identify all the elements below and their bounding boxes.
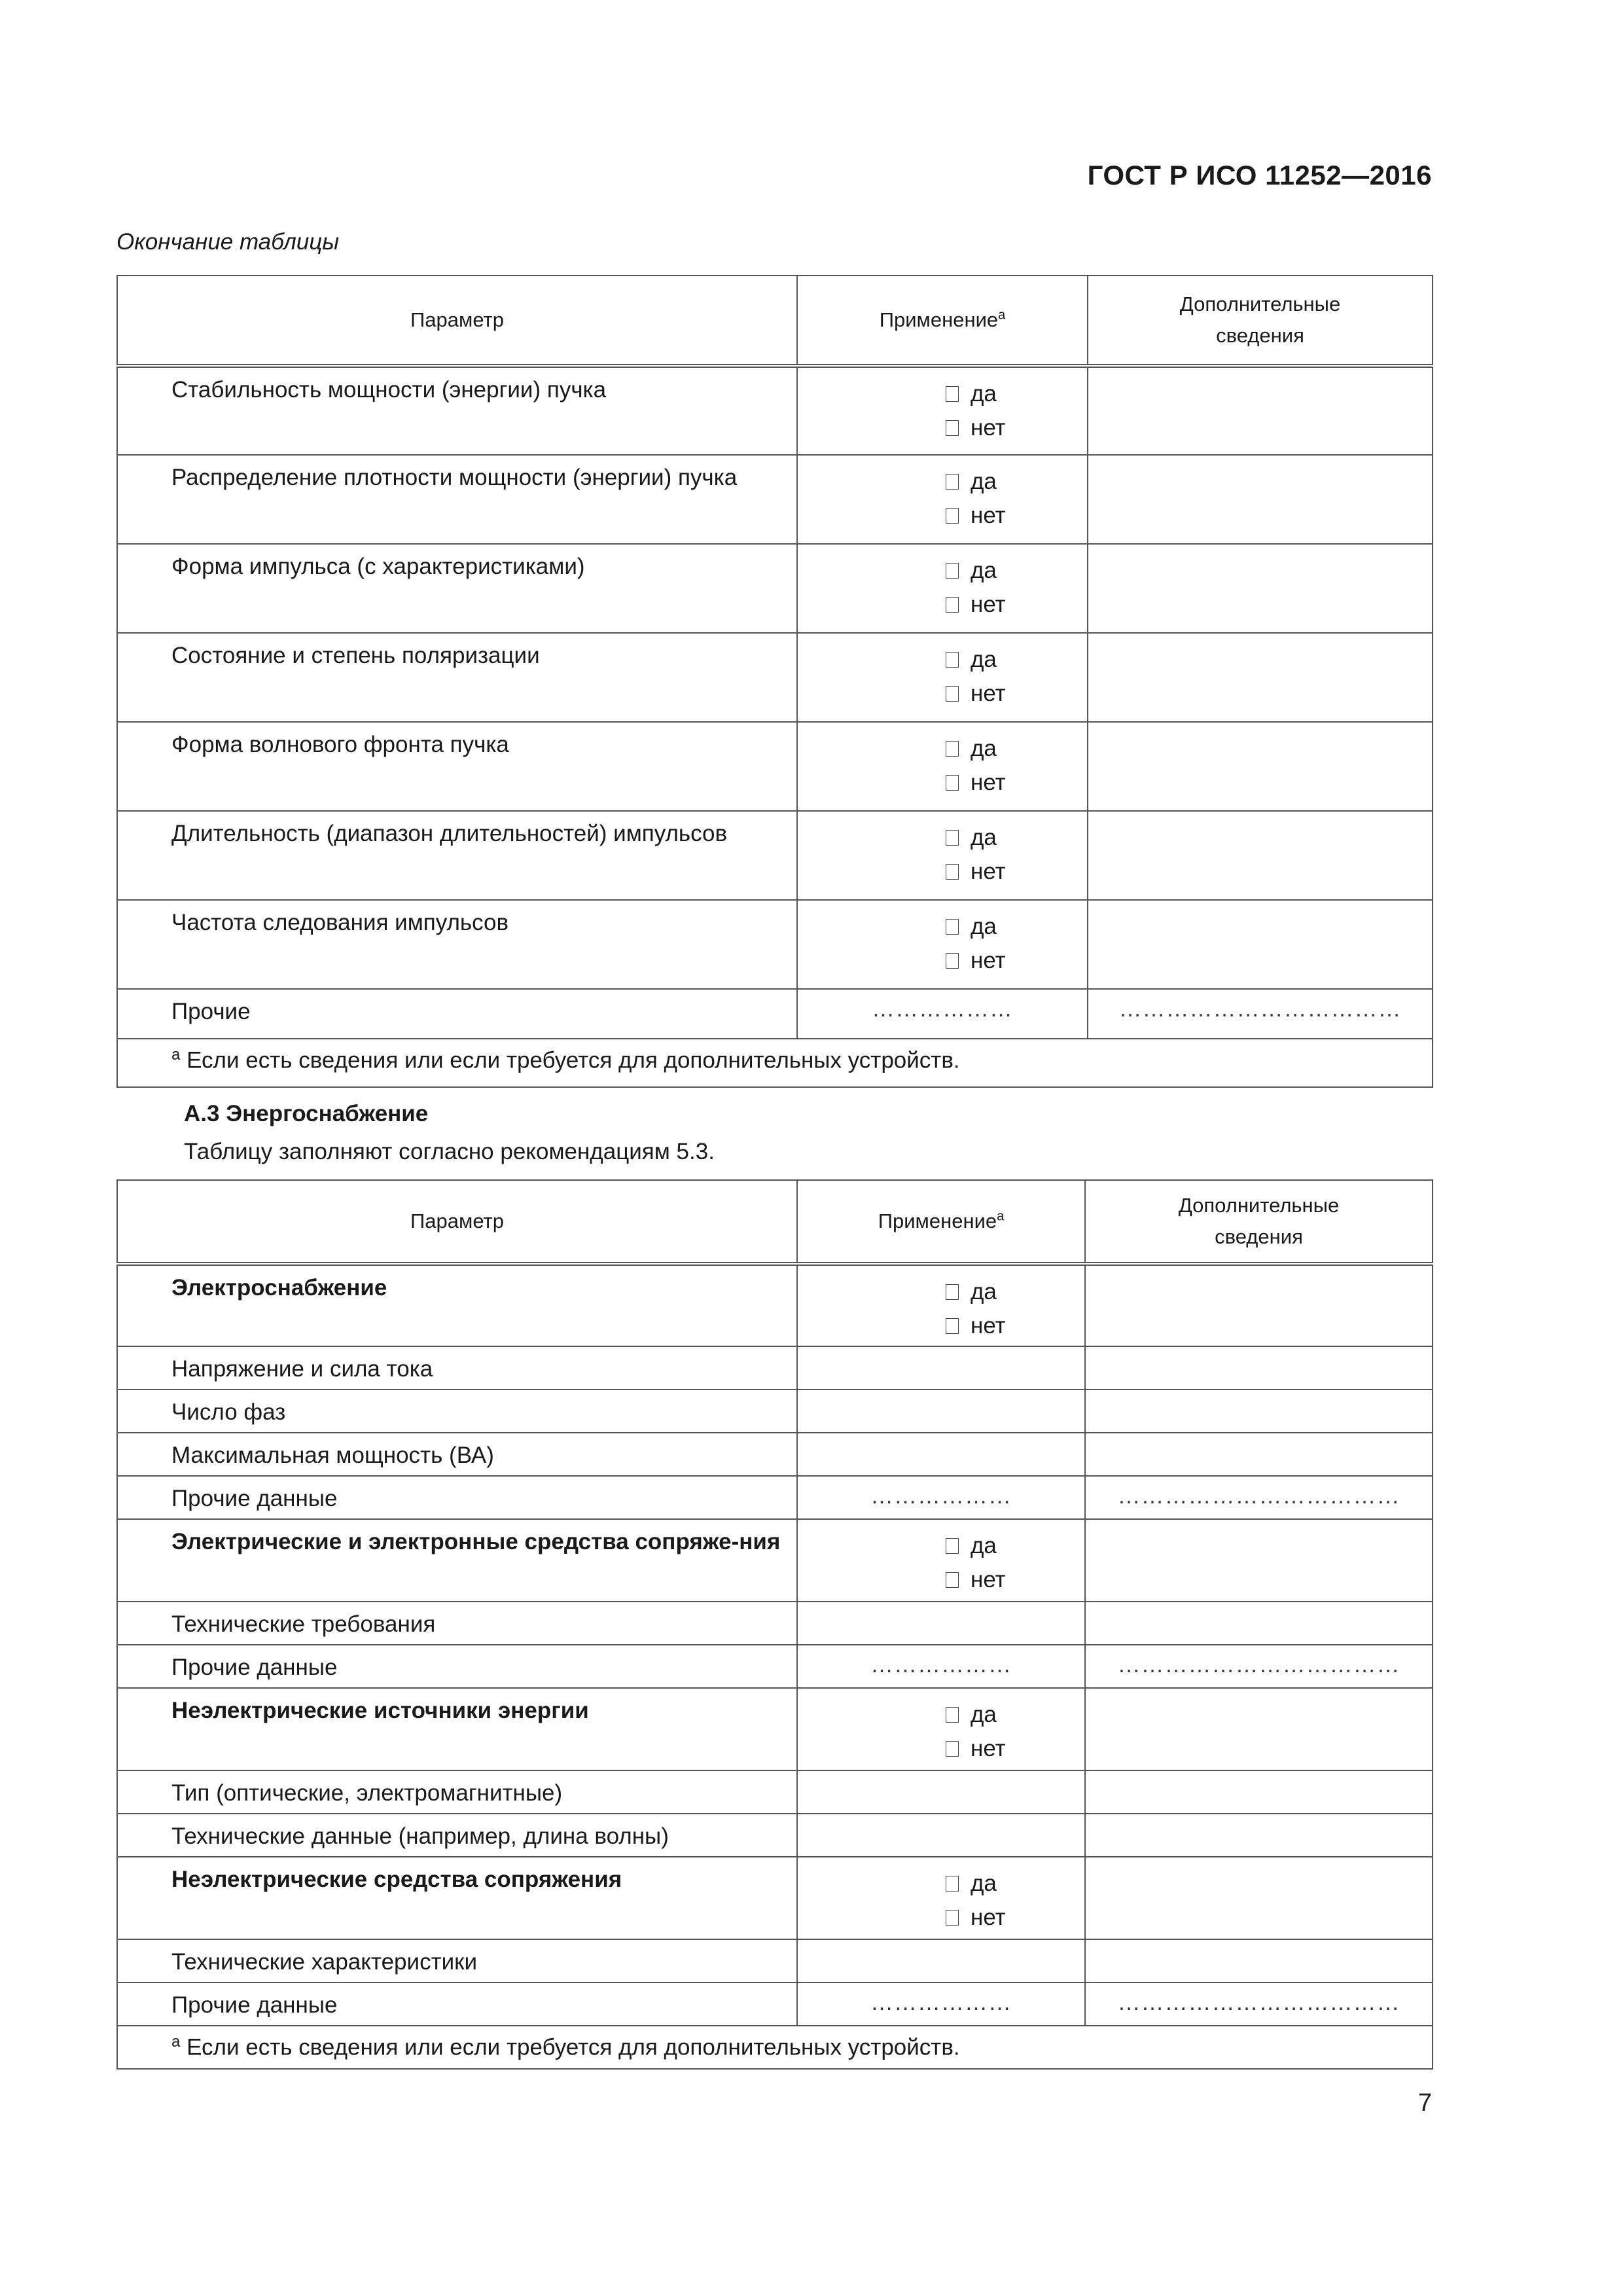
additional-info-dotted-field[interactable]: ……………………………… [1085, 1982, 1433, 2026]
additional-info-cell[interactable] [1085, 1602, 1433, 1645]
application-cell [797, 455, 1088, 544]
no-option[interactable]: нет [798, 855, 1087, 889]
column-header-parameter: Параметр [117, 276, 797, 366]
table-row [117, 900, 1433, 989]
table-row [117, 1857, 1433, 1939]
additional-info-cell[interactable] [1088, 722, 1433, 811]
table-row [117, 1433, 1433, 1476]
application-cell[interactable] [797, 1814, 1085, 1857]
checkbox-icon[interactable] [946, 386, 959, 402]
application-dotted-field[interactable]: ……………… [797, 1476, 1085, 1519]
table-row [117, 1688, 1433, 1770]
checkbox-icon[interactable] [946, 1707, 959, 1723]
parameter-cell: Технические требования [117, 1602, 797, 1645]
parameter-cell: Распределение плотности мощности (энергии) пучка [117, 455, 797, 544]
table-row [117, 1390, 1433, 1433]
checkbox-icon[interactable] [946, 1318, 959, 1334]
checkbox-icon[interactable] [946, 1876, 959, 1892]
yes-option[interactable]: да [798, 732, 1087, 766]
no-option[interactable]: нет [798, 1309, 1084, 1343]
yes-option[interactable]: да [798, 1529, 1084, 1563]
standard-designation: ГОСТ Р ИСО 11252—2016 [1087, 160, 1432, 190]
no-option[interactable]: нет [798, 499, 1087, 533]
parameter-cell: Число фаз [117, 1390, 797, 1433]
table-row [117, 1770, 1433, 1814]
table-row [117, 989, 1433, 1039]
application-dotted-field[interactable]: ……………… [797, 1645, 1085, 1688]
table-row [117, 366, 1433, 455]
parameter-cell: Неэлектрические источники энергии [117, 1688, 797, 1770]
additional-info-dotted-field[interactable]: ……………………………… [1085, 1645, 1433, 1688]
no-option[interactable]: нет [798, 1563, 1084, 1597]
checkbox-icon[interactable] [946, 652, 959, 668]
additional-info-cell[interactable] [1085, 1770, 1433, 1814]
application-cell[interactable] [797, 1346, 1085, 1390]
additional-info-cell[interactable] [1088, 900, 1433, 989]
table-laser-parameters [116, 275, 1433, 1088]
additional-info-cell[interactable] [1085, 1346, 1433, 1390]
application-cell [797, 1857, 1085, 1939]
table-row [117, 1982, 1433, 2026]
application-dotted-field[interactable]: ……………… [797, 989, 1088, 1039]
yes-option[interactable]: да [798, 821, 1087, 855]
table-row [117, 811, 1433, 900]
checkbox-icon[interactable] [946, 1572, 959, 1588]
page-number: 7 [1418, 2089, 1432, 2117]
no-option[interactable]: нет [798, 411, 1087, 445]
table-row [117, 633, 1433, 722]
additional-info-cell[interactable] [1088, 811, 1433, 900]
parameter-cell: Технические характеристики [117, 1939, 797, 1982]
parameter-cell: Электроснабжение [117, 1264, 797, 1346]
application-cell[interactable] [797, 1770, 1085, 1814]
additional-info-cell[interactable] [1085, 1390, 1433, 1433]
application-cell[interactable] [797, 1602, 1085, 1645]
parameter-cell: Электрические и электронные средства сопряже-ния [117, 1519, 797, 1602]
no-option[interactable]: нет [798, 1732, 1084, 1766]
no-option[interactable]: нет [798, 766, 1087, 800]
footnote-row [117, 1039, 1433, 1087]
yes-option[interactable]: да [798, 1867, 1084, 1901]
additional-info-cell[interactable] [1085, 1433, 1433, 1476]
parameter-cell: Стабильность мощности (энергии) пучка [117, 366, 797, 455]
application-cell[interactable] [797, 1433, 1085, 1476]
additional-info-cell[interactable] [1088, 544, 1433, 633]
no-option[interactable]: нет [798, 588, 1087, 622]
parameter-cell: Форма импульса (с характеристиками) [117, 544, 797, 633]
section-heading: А.3 Энергоснабжение [184, 1101, 429, 1126]
checkbox-icon[interactable] [946, 775, 959, 791]
checkbox-icon[interactable] [946, 741, 959, 757]
application-cell [797, 366, 1088, 455]
yes-option[interactable]: да [798, 910, 1087, 944]
additional-info-cell[interactable] [1088, 455, 1433, 544]
table-footnote: $^a$ Если есть сведения или если требуется для дополнительных устройств. [117, 2026, 1433, 2069]
additional-info-cell[interactable] [1085, 1264, 1433, 1346]
application-dotted-field[interactable]: ……………… [797, 1982, 1085, 2026]
parameter-cell: Тип (оптические, электромагнитные) [117, 1770, 797, 1814]
additional-info-cell[interactable] [1085, 1519, 1433, 1602]
application-cell[interactable] [797, 1390, 1085, 1433]
additional-info-cell[interactable] [1085, 1688, 1433, 1770]
checkbox-icon[interactable] [946, 1910, 959, 1926]
additional-info-dotted-field[interactable]: ……………………………… [1088, 989, 1433, 1039]
parameter-cell: Прочие [117, 989, 797, 1039]
table-row [117, 1476, 1433, 1519]
checkbox-icon[interactable] [946, 919, 959, 935]
checkbox-icon[interactable] [946, 1284, 959, 1300]
application-cell [797, 811, 1088, 900]
application-cell [797, 722, 1088, 811]
application-cell [797, 633, 1088, 722]
table-row [117, 1602, 1433, 1645]
checkbox-icon[interactable] [946, 864, 959, 880]
table-row [117, 722, 1433, 811]
application-cell [797, 544, 1088, 633]
column-header-additional-info: Дополнительные сведения [1088, 276, 1433, 366]
additional-info-cell[interactable] [1088, 366, 1433, 455]
parameter-cell: Технические данные (например, длина волны) [117, 1814, 797, 1857]
application-cell [797, 900, 1088, 989]
checkbox-icon[interactable] [946, 953, 959, 969]
additional-info-cell[interactable] [1085, 1857, 1433, 1939]
table-row [117, 1346, 1433, 1390]
checkbox-icon[interactable] [946, 830, 959, 846]
table-row [117, 1264, 1433, 1346]
column-header-application: Применение$^a$ [797, 276, 1088, 366]
additional-info-cell[interactable] [1088, 633, 1433, 722]
checkbox-icon[interactable] [946, 508, 959, 524]
no-option[interactable]: нет [798, 1901, 1084, 1935]
table-row [117, 1645, 1433, 1688]
parameter-cell: Состояние и степень поляризации [117, 633, 797, 722]
footnote-row [117, 2026, 1433, 2069]
table-row [117, 544, 1433, 633]
table-row [117, 455, 1433, 544]
column-header-additional-info: Дополнительные сведения [1085, 1180, 1433, 1264]
application-cell [797, 1688, 1085, 1770]
no-option[interactable]: нет [798, 677, 1087, 711]
parameter-cell: Прочие данные [117, 1982, 797, 2026]
additional-info-cell[interactable] [1085, 1939, 1433, 1982]
table-continuation-caption: Окончание таблицы [116, 229, 340, 255]
table-row [117, 1939, 1433, 1982]
checkbox-icon[interactable] [946, 597, 959, 613]
yes-option[interactable]: да [798, 377, 1087, 411]
table-row [117, 1814, 1433, 1857]
application-cell [797, 1519, 1085, 1602]
section-note: Таблицу заполняют согласно рекомендациям 5.3. [184, 1139, 715, 1164]
parameter-cell: Неэлектрические средства сопряжения [117, 1857, 797, 1939]
checkbox-icon[interactable] [946, 563, 959, 579]
checkbox-icon[interactable] [946, 474, 959, 490]
checkbox-icon[interactable] [946, 1741, 959, 1757]
yes-option[interactable]: да [798, 554, 1087, 588]
parameter-cell: Длительность (диапазон длительностей) импульсов [117, 811, 797, 900]
checkbox-icon[interactable] [946, 1538, 959, 1554]
table-power-supply [116, 1179, 1433, 2070]
yes-option[interactable]: да [798, 1275, 1084, 1309]
checkbox-icon[interactable] [946, 686, 959, 702]
yes-option[interactable]: да [798, 465, 1087, 499]
table-footnote: $^a$ Если есть сведения или если требуется для дополнительных устройств. [117, 1039, 1433, 1087]
checkbox-icon[interactable] [946, 420, 959, 436]
parameter-cell: Прочие данные [117, 1645, 797, 1688]
table-row [117, 1519, 1433, 1602]
parameter-cell: Форма волнового фронта пучка [117, 722, 797, 811]
column-header-parameter: Параметр [117, 1180, 797, 1264]
application-cell [797, 1264, 1085, 1346]
yes-option[interactable]: да [798, 1698, 1084, 1732]
column-header-application: Применение$^a$ [797, 1180, 1085, 1264]
parameter-cell: Прочие данные [117, 1476, 797, 1519]
parameter-cell: Частота следования импульсов [117, 900, 797, 989]
parameter-cell: Напряжение и сила тока [117, 1346, 797, 1390]
additional-info-dotted-field[interactable]: ……………………………… [1085, 1476, 1433, 1519]
no-option[interactable]: нет [798, 944, 1087, 978]
application-cell[interactable] [797, 1939, 1085, 1982]
additional-info-cell[interactable] [1085, 1814, 1433, 1857]
yes-option[interactable]: да [798, 643, 1087, 677]
parameter-cell: Максимальная мощность (ВА) [117, 1433, 797, 1476]
